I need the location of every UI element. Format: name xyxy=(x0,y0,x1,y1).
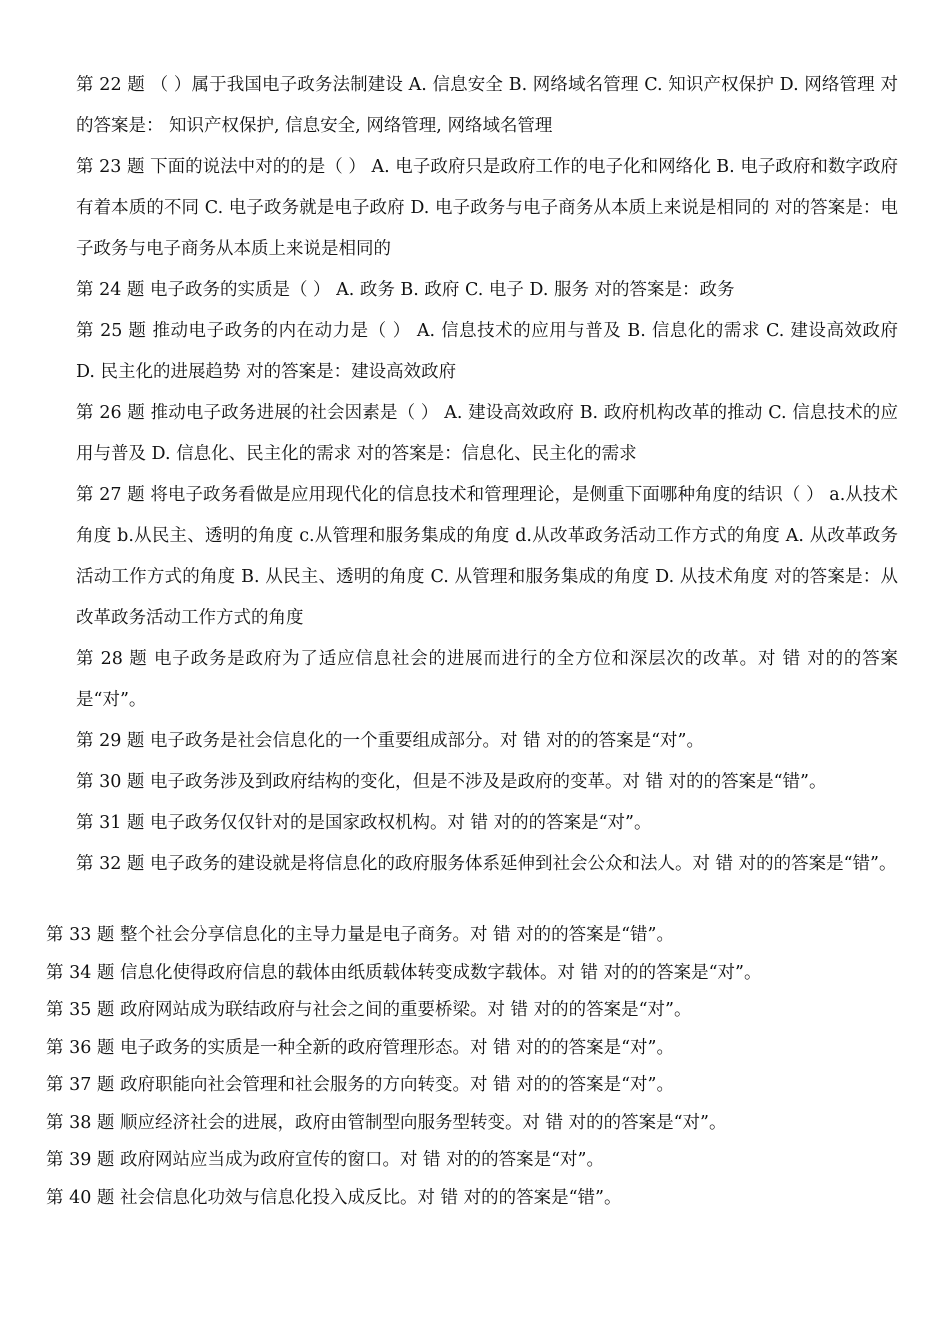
question-36: 第 36 题 电子政务的实质是一种全新的政府管理形态。对 错 对的的答案是“对”。 xyxy=(46,1037,674,1058)
question-list-flush xyxy=(0,917,906,1217)
question-34: 第 34 题 信息化使得政府信息的载体由纸质载体转变成数字载体。对 错 对的的答案是“对”。 xyxy=(46,962,762,983)
question-29: 第 29 题 电子政务是社会信息化的一个重要组成部分。对 错 对的的答案是“对”。 xyxy=(76,731,704,751)
question-31: 第 31 题 电子政务仅仅针对的是国家政权机构。对 错 对的的答案是“对”。 xyxy=(76,813,652,833)
question-23: 第 23 题 下面的说法中对的的是（ ） A. 电子政府只是政府工作的电子化和网络化 B. 电子政府和数字政府有着本质的不同 C. 电子政务就是电子政府 D. 电子政务与电子商务从本质上来说是相同的 对的答案是：电子政务与电子商务从本质上来说是相同的 xyxy=(76,157,898,259)
question-32: 第 32 题 电子政务的建设就是将信息化的政府服务体系延伸到社会公众和法人。对 错 对的的答案是“错”。 xyxy=(76,854,897,874)
question-30: 第 30 题 电子政务涉及到政府结构的变化，但是不涉及是政府的变革。对 错 对的的答案是“错”。 xyxy=(76,772,827,792)
question-list-indented xyxy=(0,65,898,885)
question-27: 第 27 题 将电子政务看做是应用现代化的信息技术和管理理论，是侧重下面哪种角度的结识（ ） a.从技术角度 b.从民主、透明的角度 c.从管理和服务集成的角度 d.从改革政务活动工作方式的角度 A. 从改革政务活动工作方式的角度 B. 从民主、透明的角度 C. 从管理和服务集成的角度 D. 从技术角度 对的答案是：从改革政务活动工作方式的角度 xyxy=(76,485,898,628)
question-38: 第 38 题 顺应经济社会的进展，政府由管制型向服务型转变。对 错 对的的答案是“对”。 xyxy=(46,1112,727,1133)
question-37: 第 37 题 政府职能向社会管理和社会服务的方向转变。对 错 对的的答案是“对”。 xyxy=(46,1075,674,1095)
question-39: 第 39 题 政府网站应当成为政府宣传的窗口。对 错 对的的答案是“对”。 xyxy=(46,1150,604,1170)
question-24: 第 24 题 电子政务的实质是（ ） A. 政务 B. 政府 C. 电子 D. 服务 对的答案是：政务 xyxy=(76,280,735,300)
question-25: 第 25 题 推动电子政务的内在动力是（ ） A. 信息技术的应用与普及 B. 信息化的需求 C. 建设高效政府 D. 民主化的进展趋势 对的答案是：建设高效政府 xyxy=(76,321,898,382)
question-33: 第 33 题 整个社会分享信息化的主导力量是电子商务。对 错 对的的答案是“错”。 xyxy=(46,925,674,945)
question-35: 第 35 题 政府网站成为联结政府与社会之间的重要桥梁。对 错 对的的答案是“对”。 xyxy=(46,1000,692,1020)
question-40: 第 40 题 社会信息化功效与信息化投入成反比。对 错 对的的答案是“错”。 xyxy=(46,1187,622,1208)
question-22: 第 22 题 （ ）属于我国电子政务法制建设 A. 信息安全 B. 网络域名管理 C. 知识产权保护 D. 网络管理 对的答案是： 知识产权保护, 信息安全, 网络管理, 网络域名管理 xyxy=(76,75,898,136)
question-26: 第 26 题 推动电子政务进展的社会因素是（ ） A. 建设高效政府 B. 政府机构改革的推动 C. 信息技术的应用与普及 D. 信息化、民主化的需求 对的答案是：信息化、民主化的需求 xyxy=(76,403,898,464)
question-28: 第 28 题 电子政务是政府为了适应信息社会的进展而进行的全方位和深层次的改革。对 错 对的的答案是“对”。 xyxy=(76,649,898,710)
